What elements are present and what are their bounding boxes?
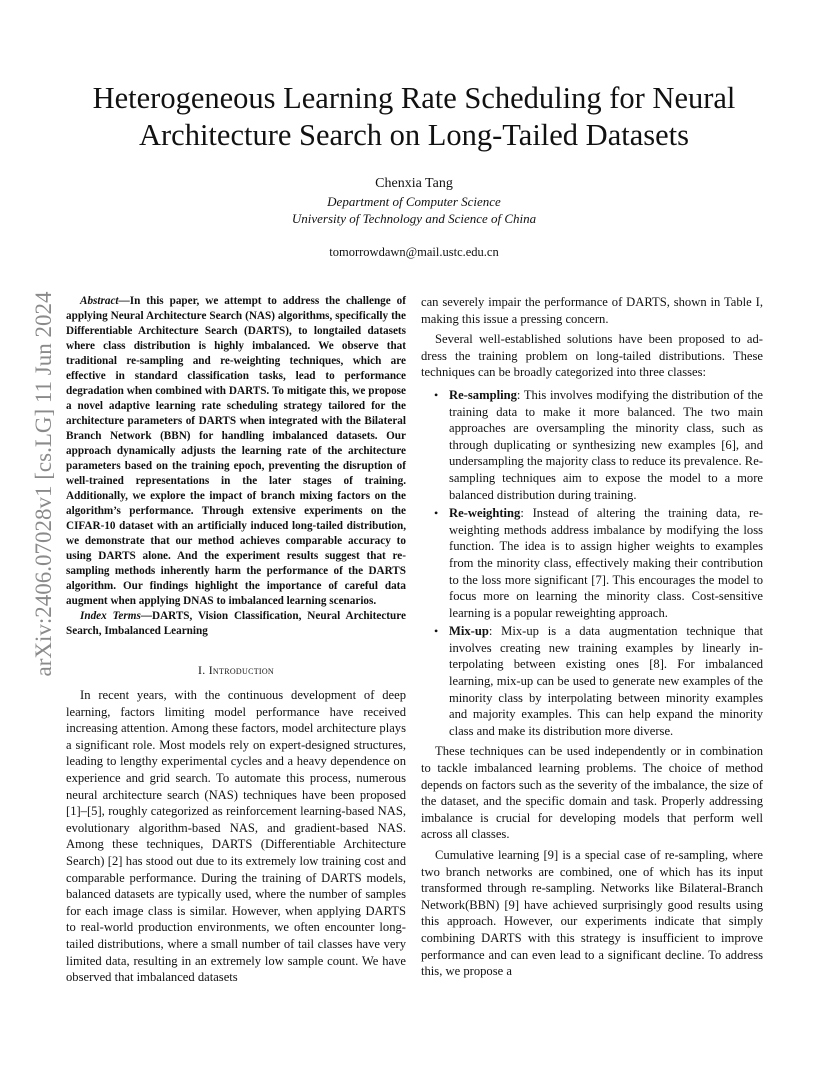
affiliation-university: University of Technology and Science of China bbox=[291, 211, 537, 226]
bullet-icon: • bbox=[434, 624, 439, 639]
list-item-text: : Mix-up is a data augmentation technique that involves creating new training examples by linearly interpolating between existing ones [8]. For imbalanced learning, mix-up can be used to generate new examples of the minority class by interpolating between minority examples and majority examples. This can help expand the minority class and make its distribution more diverse. bbox=[449, 624, 763, 738]
list-item-term: Re-weighting bbox=[449, 506, 521, 521]
list-item-text: : This involves modifying the distribution of the training data to make it more balanced. The two main approaches are oversampling the minority class, such as through duplicating or synthesizing new examples [6], and undersampling the majority class to reduce its prevalence. Re-sampling techniques aim to expose the model to a more balanced distribution during training. bbox=[449, 387, 763, 502]
continued-paragraph: can severely impair the performance of DARTS, shown in Table I, making this issue a pressing concern. bbox=[421, 295, 763, 326]
abstract-text: In this paper, we attempt to address the challenge of applying Neural Architecture Search (NAS) algorithms, specifically the Differentiable Architecture Search (DARTS), to longtailed datasets where class distribution is highly imbalanced. We observe that traditional re-sampling and re-weighting techniques, which are effective in standard classification tasks, lead to performance degradation when combined with DARTS. To mitigate this, we propose a novel adaptive learning rate scheduling strategy tailored for the architecture parameters of DARTS when integrated with the Bilateral Branch Network (BBN) for handling imbalanced datasets. Our approach dynamically adjusts the learning rate of the architecture parameters based on the training epoch, preventing the disruption of well-trained representations in the later stages of training. Additionally, we explore the impact of branch mixing factors on the algorithm’s performance. Through extensive experiments on the CIFAR-10 dataset with an artificially induced long-tailed distribution, we demonstrate that our method achieves comparable accuracy to using DARTS alone. And the experiment results suggest that re-sampling methods inherently harm the performance of the DARTS algorithm. Our findings highlight the importance of careful data augment when applying DNAS to imbalanced learning scenarios. bbox=[66, 295, 406, 607]
technique-list bbox=[421, 387, 763, 739]
section-number: I. bbox=[197, 663, 209, 677]
list-item-resampling bbox=[421, 387, 763, 503]
list-item-term: Re-sampling bbox=[449, 387, 517, 402]
section-title: Introduction bbox=[208, 663, 275, 677]
index-terms-text: DARTS, Vision Classification, Neural Architecture Search, Imbalanced Learning bbox=[66, 610, 406, 637]
techniques-paragraph: These techniques can be used independently or in combination to tackle imbalanced learning problems. The choice of method depends on factors such as the severity of the imbalance, the size of the dataset, and the specific domain and task. Properly addressing imbalance is crucial for developing models that perform well across all classes. bbox=[421, 744, 763, 842]
list-item-reweighting bbox=[421, 505, 763, 621]
arxiv-side-stamp: arXiv:2406.07028v1 [cs.LG] 11 Jun 2024 bbox=[31, 291, 56, 677]
cumulative-learning-paragraph: Cumulative learning [9] is a special case of re-sampling, where two branch networks are combined, one of which has its input transformed through re-sampling. Networks like Bilateral-Branch Network(BBN) [9] have achieved surprisingly good results using this approach. However, our experiments indicate that simply combining DARTS with this strategy is insufficient to improve performance and can even lead to a significant decline. To address this, we propose a bbox=[421, 848, 763, 979]
right-column bbox=[421, 294, 763, 980]
index-terms-dash: — bbox=[140, 610, 152, 622]
list-item-mixup bbox=[421, 623, 763, 739]
list-item-term: Mix-up bbox=[449, 624, 489, 639]
left-column bbox=[66, 294, 406, 986]
intro-paragraph: In recent years, with the continuous development of deep learning, factors limiting model performance have received increasing attention. Among these factors, model architecture plays a significant role. Most models rely on expert-designed structures, leading to lengthy experimental cycles and a heavy dependence on experience and grid search. To automate this process, numerous neural architecture search (NAS) techniques have been proposed [1]–[5], roughly categorized as reinforcement learning-based NAS, evolutionary algorithm-based NAS, and gradient-based NAS. Among these techniques, DARTS (Differentiable Architecture Search) [2] has stood out due to its extremely low training cost and comparable performance. During the training of DARTS models, balanced datasets are typically used, where the number of samples for each image class is similar. However, when applying DARTS to real-world production environments, we often encounter long-tailed distributions, where a small number of tail classes have very limited data, resulting in an extremely low sample count. We have observed that imbalanced datasets bbox=[66, 688, 406, 985]
index-terms bbox=[66, 609, 406, 639]
abstract bbox=[66, 294, 406, 609]
index-terms-label: Index Terms bbox=[80, 610, 141, 622]
author-name: Chenxia Tang bbox=[375, 176, 453, 191]
bullet-icon: • bbox=[434, 506, 439, 521]
title-line: Architecture Search on Long-Tailed Datasets bbox=[138, 118, 690, 152]
affiliation-department: Department of Computer Science bbox=[327, 194, 501, 209]
title-line: Heterogeneous Learning Rate Scheduling for Neural bbox=[92, 81, 736, 115]
abstract-dash: — bbox=[118, 295, 130, 307]
paper-title bbox=[40, 80, 788, 154]
list-item-text: : Instead of altering the training data, reweighting methods address imbalance by modifying the loss function. The idea is to assign higher weights to examples from the minority class, effectively making their contribution to the loss more significant [7]. This encourages the model to focus more on learning the minority class. Cost-sensitive learning is a popular reweighting approach. bbox=[449, 506, 763, 620]
solutions-paragraph: Several well-established solutions have been proposed to address the training problem on long-tailed distributions. These techniques can be broadly categorized into three classes: bbox=[421, 332, 763, 380]
section-heading-introduction bbox=[66, 663, 406, 678]
abstract-label: Abstract bbox=[80, 295, 119, 307]
bullet-icon: • bbox=[434, 387, 439, 402]
author-email: tomorrowdawn@mail.ustc.edu.cn bbox=[329, 245, 499, 259]
